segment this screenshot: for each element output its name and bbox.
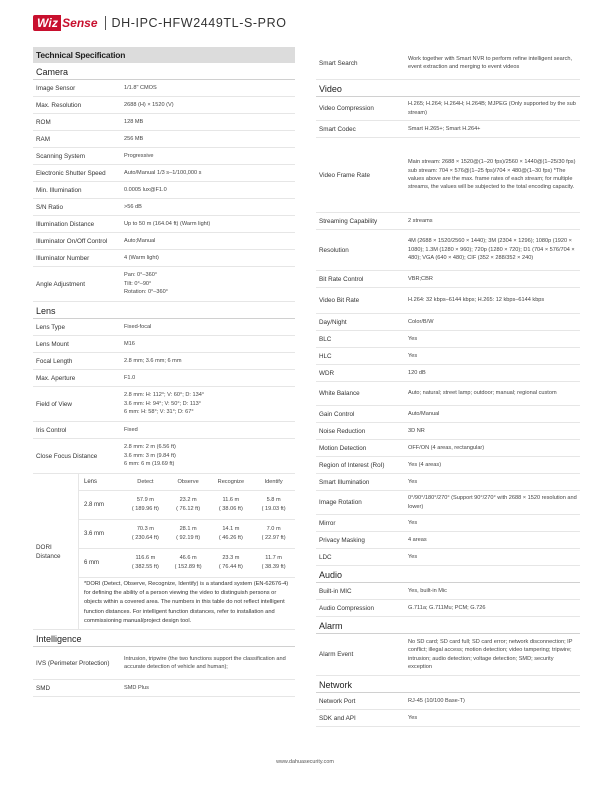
spec-row-scanning-system [33,148,295,165]
left-column [33,47,295,697]
dori-distance-table [33,474,295,630]
spec-value: 0.0005 lux@F1.0 [124,186,167,193]
spec-value: Color/B/W [408,318,434,325]
dori-cell: 116.6 m ( 382.55 ft) [131,555,159,570]
fov-6mm: 6 mm: H: 58°; V: 31°; D: 67° [124,409,194,416]
spec-row-video-bit-rate [316,288,580,314]
spec-value: 1/1.8" CMOS [124,84,157,91]
spec-key: Smart Codec [319,125,356,133]
spec-key: Smart Search [319,59,358,67]
fov-3-6mm: 3.6 mm: H: 94°; V: 50°; D: 113° [124,400,201,407]
spec-row-wdr [316,365,580,382]
spec-row-image-rotation [316,491,580,515]
section-video: Video [316,80,580,97]
dori-cell: 11.6 m ( 38.06 ft) [218,497,243,512]
spec-row-image-sensor [33,80,295,97]
spec-row-min-illumination [33,182,295,199]
logo-sense-text: Sense [62,16,98,30]
cfd-3-6mm: 3.6 mm: 3 m (9.84 ft) [124,452,176,459]
spec-row-shutter-speed [33,165,295,182]
dori-cell: 23.2 m ( 76.12 ft) [176,497,201,512]
spec-key: Built-in MIC [319,587,352,595]
dori-lens: 2.8 mm [84,502,105,508]
spec-row-illuminator-number [33,250,295,267]
spec-key: Angle Adjustment [36,280,86,288]
spec-value: Yes [408,519,418,526]
spec-key: WDR [319,369,335,377]
spec-row-roi [316,457,580,474]
spec-value: F1.0 [124,374,136,381]
section-lens: Lens [33,302,295,319]
spec-key: Network Port [319,697,356,705]
spec-value: G.711a; G.711Mu; PCM; G.726 [408,604,486,611]
spec-value: Yes [408,478,418,485]
spec-value: 2.8 mm; 3.6 mm; 6 mm [124,357,182,364]
spec-key: Max. Aperture [36,374,76,382]
dori-cell: 70.3 m ( 230.64 ft) [131,526,159,541]
spec-value: Auto/Manual 1/3 s–1/100,000 s [124,169,202,176]
spec-row-streaming-capability [316,213,580,230]
spec-value: Yes [408,335,418,342]
spec-row-ldc [316,549,580,566]
spec-key: White Balance [319,390,360,397]
spec-key: Electronic Shutter Speed [36,169,106,177]
spec-key: Bit Rate Control [319,275,364,283]
spec-key: Illuminator On/Off Control [36,237,108,245]
spec-value: Fixed [124,426,138,433]
spec-key: Noise Reduction [319,427,366,435]
spec-key: Lens Type [36,323,65,331]
spec-value: OFF/ON (4 areas, rectangular) [408,444,485,451]
spec-key: SDK and API [319,714,356,722]
spec-key: Field of View [36,400,72,408]
section-audio: Audio [316,566,580,583]
spec-key: Day/Night [319,318,347,326]
spec-row-audio-compression [316,600,580,617]
spec-value: SMD Plus [124,684,149,691]
spec-key: IVS (Perimeter Protection) [36,659,110,667]
spec-row-day-night [316,314,580,331]
spec-row-video-compression [316,97,580,121]
spec-key: S/N Ratio [36,203,63,211]
model-number: DH-IPC-HFW2449TL-S-PRO [111,16,287,30]
spec-key: Video Bit Rate [319,297,360,304]
spec-value [124,443,295,468]
spec-value: >56 dB [124,203,142,210]
spec-value: 3D NR [408,427,425,434]
logo-wiz-text: Wiz [33,15,61,31]
dori-row-3-6mm [79,520,295,549]
spec-row-smd [33,680,295,697]
dori-cell: 14.1 m ( 46.26 ft) [218,526,243,541]
page-header [33,14,287,32]
dori-lens: 6 mm [84,560,99,566]
spec-row-network-port [316,693,580,710]
spec-value [124,271,295,296]
dori-lens: 3.6 mm [84,531,105,537]
spec-key: Illumination Distance [36,220,95,228]
dori-row-2-8mm [79,491,295,520]
spec-row-noise-reduction [316,423,580,440]
spec-key: Illuminator Number [36,254,90,262]
spec-key: SMD [36,684,50,692]
dori-label [33,474,79,629]
spec-key: Mirror [319,519,336,527]
spec-value [124,391,295,416]
spec-value: Work together with Smart NVR to perform refine intelligent search, event extraction and merging to event videos [408,55,573,70]
dori-header-recognize: Recognize [217,478,245,485]
spec-row-alarm-event [316,634,580,676]
spec-row-close-focus-distance [33,439,295,474]
spec-row-built-in-mic [316,583,580,600]
spec-key: Iris Control [36,426,67,434]
spec-key: Streaming Capability [319,217,378,225]
spec-key: Audio Compression [319,604,374,612]
spec-row-white-balance [316,382,580,406]
spec-key: Privacy Masking [319,536,365,544]
spec-value: Main stream: 2688 × 1520@(1–20 fps)/2560 × 1440@(1–25/30 fps) sub stream: 704 × 576@(1–25 fps)/704 × 480@(1–30 fps) *The values above are the max. frame rates of each stream; for multiple streams, the values will be subjected to the total encoding capacity. [408,159,576,191]
spec-value: Auto; natural; street lamp; outdoor; manual; regional custom [408,390,557,397]
spec-key: Video Compression [319,105,374,112]
spec-value: RJ-45 (10/100 Base-T) [408,697,465,704]
spec-value: No SD card; SD card full; SD card error; network disconnection; IP conflict; illegal access; motion detection; video tampering; tripwire; intrusion; audio detection; voltage detection; SMD; security exception [408,638,573,670]
spec-value: H.265; H.264; H.264H; H.264B; MJPEG (Only supported by the sub stream) [408,101,576,116]
dori-label-line1: DORI [36,543,52,551]
spec-row-hlc [316,348,580,365]
spec-value: Auto;Manual [124,237,156,244]
spec-value: Yes [408,352,418,359]
section-alarm: Alarm [316,617,580,634]
section-camera: Camera [33,63,295,80]
spec-value: VBR;CBR [408,275,433,282]
spec-key: Image Rotation [319,499,362,506]
spec-value: 4 areas [408,536,427,543]
spec-key: Close Focus Distance [36,452,98,460]
cfd-2-8mm: 2.8 mm: 2 m (6.56 ft) [124,444,176,451]
spec-key: Scanning System [36,152,86,160]
dori-cell: 23.3 m ( 76.44 ft) [218,555,243,570]
spec-row-smart-search [316,47,580,80]
spec-value: Yes (4 areas) [408,461,442,468]
dori-header-identify: Identify [264,478,283,485]
dori-header-row [79,474,295,491]
spec-value: 120 dB [408,369,426,376]
spec-key: Image Sensor [36,84,76,92]
spec-value: Intrusion, tripwire (the two functions support the classification and accurate detection of vehicle and human); [124,655,286,671]
dori-header-lens: Lens [84,479,98,485]
spec-key: RAM [36,135,50,143]
dori-cell: 57.9 m ( 189.96 ft) [131,497,159,512]
spec-key: Min. Illumination [36,186,82,194]
spec-value: H.264: 32 kbps–6144 kbps; H.265: 12 kbps–6144 kbps [408,297,545,304]
spec-row-blc [316,331,580,348]
spec-value: Yes [408,553,418,560]
spec-row-privacy-masking [316,532,580,549]
dori-cell: 5.8 m ( 19.03 ft) [261,497,286,512]
right-column [316,47,580,727]
spec-key: ROM [36,118,51,126]
spec-key: Video Frame Rate [319,171,370,179]
spec-row-lens-mount [33,336,295,353]
spec-row-focal-length [33,353,295,370]
spec-row-mirror [316,515,580,532]
spec-key: Gain Control [319,410,355,418]
spec-value: Fixed-focal [124,323,152,330]
spec-value: 128 MB [124,118,144,125]
header-divider [105,16,106,30]
spec-value: Up to 50 m (164.04 ft) (Warm light) [124,220,211,227]
spec-row-iris-control [33,422,295,439]
spec-row-smart-illumination [316,474,580,491]
spec-value: 256 MB [124,135,144,142]
spec-row-sdk-api [316,710,580,727]
spec-row-bit-rate-control [316,271,580,288]
spec-row-illumination-distance [33,216,295,233]
spec-key: Alarm Event [319,651,354,658]
spec-value: Yes [408,714,418,721]
spec-row-max-resolution [33,97,295,114]
spec-value: 0°/90°/180°/270° (Support 90°/270° with 2688 × 1520 resolution and lower) [408,495,577,510]
cfd-6mm: 6 mm: 6 m (19.69 ft) [124,461,175,468]
technical-specification-title: Technical Specification [33,47,295,63]
spec-key: Resolution [319,246,349,254]
footer-website[interactable]: www.dahuasecurity.com [276,759,334,765]
spec-row-max-aperture [33,370,295,387]
spec-row-gain-control [316,406,580,423]
spec-value: Auto/Manual [408,410,440,417]
dori-header-detect: Detect [137,478,154,485]
spec-key: Lens Mount [36,340,69,348]
spec-key: Smart Illumination [319,478,370,486]
dori-row-6mm [79,549,295,578]
spec-row-illuminator-control [33,233,295,250]
spec-value: M16 [124,340,135,347]
spec-row-ivs [33,647,295,680]
section-intelligence: Intelligence [33,630,295,647]
dori-footnote: *DORI (Detect, Observe, Recognize, Identify) is a standard system (EN-62676-4) for defining the ability of a person viewing the video to distinguish persons or objects within a covered area. The numbers in this table do not reflect intelligent function distances. For intelligent function distances, refer to installation and commissioning manual/project design tool. [84,581,289,624]
spec-row-smart-codec [316,121,580,138]
spec-key: HLC [319,352,332,360]
spec-value: 2688 (H) × 1520 (V) [124,101,174,108]
spec-key: Max. Resolution [36,101,82,109]
spec-value: 4 (Warm light) [124,254,159,261]
spec-row-video-frame-rate [316,138,580,213]
angle-tilt: Tilt: 0°–90° [124,280,152,287]
spec-row-field-of-view [33,387,295,422]
spec-key: BLC [319,335,332,343]
dori-table-body [79,474,295,629]
dori-cell: 28.1 m ( 92.19 ft) [176,526,201,541]
dori-cell: 46.6 m ( 152.89 ft) [174,555,202,570]
spec-key: Motion Detection [319,444,367,452]
angle-rotation: Rotation: 0°–360° [124,289,168,296]
angle-pan: Pan: 0°–360° [124,272,158,279]
dori-cell: 7.0 m ( 22.97 ft) [261,526,286,541]
dori-header-observe: Observe [177,478,199,485]
spec-key: LDC [319,553,332,561]
dori-cell: 11.7 m ( 38.39 ft) [261,555,286,570]
spec-row-motion-detection [316,440,580,457]
section-network: Network [316,676,580,693]
spec-row-rom [33,114,295,131]
spec-row-sn-ratio [33,199,295,216]
fov-2-8mm: 2.8 mm: H: 112°; V: 60°; D: 134° [124,392,205,399]
spec-value: Yes, built-in Mic [408,587,447,594]
dori-label-line2: Distance [36,552,61,560]
spec-row-resolution [316,230,580,271]
spec-value: 4M (2688 × 1520/2560 × 1440); 3M (2304 × 1296); 1080p (1920 × 1080); 1.3M (1280 × 960); 720p (1280 × 720); D1 (704 × 576/704 × 480); VGA (640 × 480); CIF (352 × 288/352 × 240) [408,238,575,262]
spec-value: Progressive [124,152,154,159]
spec-row-angle-adjustment [33,267,295,302]
spec-value: 2 streams [408,217,433,224]
wizsense-logo [33,15,98,31]
spec-value: Smart H.265+; Smart H.264+ [408,125,481,132]
spec-row-ram [33,131,295,148]
spec-row-lens-type [33,319,295,336]
spec-key: Region of Interest (RoI) [319,461,385,469]
spec-key: Focal Length [36,357,73,365]
